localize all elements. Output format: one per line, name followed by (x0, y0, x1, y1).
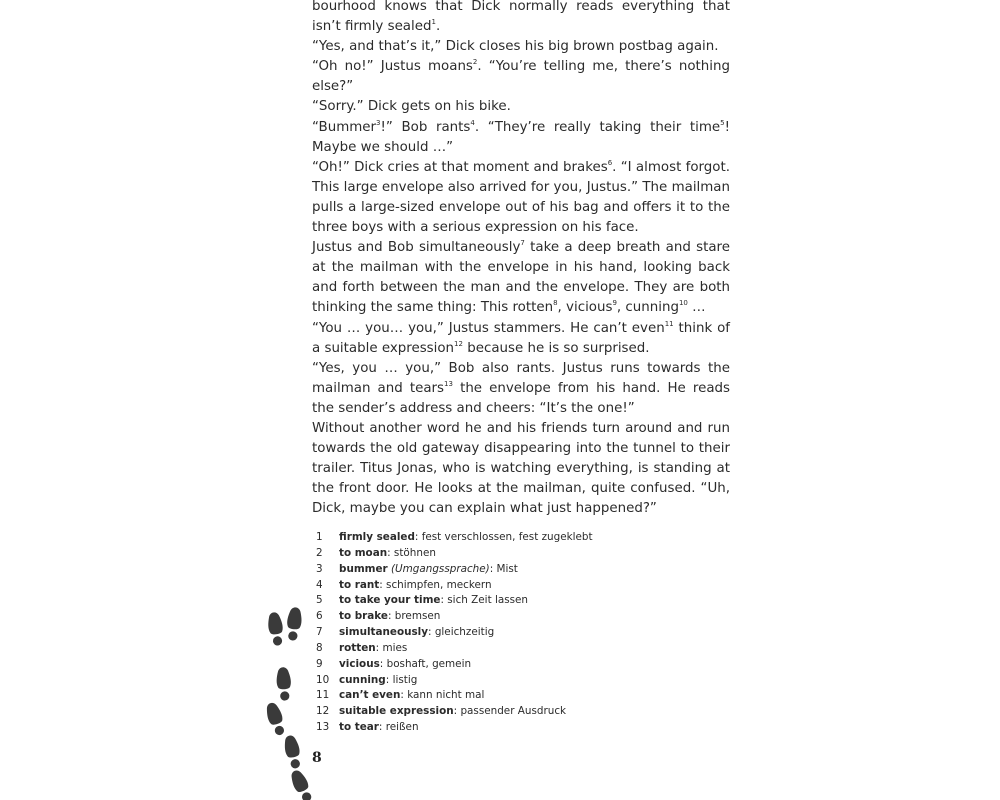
footnote-marker: 9 (612, 299, 617, 308)
vocab-body: to tear: reißen (339, 721, 419, 734)
story-paragraph (312, 97, 730, 117)
story-text-run: Justus and Bob simultaneously (312, 240, 521, 256)
vocab-number: 13 (316, 721, 330, 734)
vocab-number: 12 (316, 705, 330, 718)
vocab-translation: gleichzeitig (434, 626, 495, 639)
story-text-run: “Oh no!” Justus moans (312, 59, 473, 75)
story-text-run: . (435, 19, 441, 35)
vocab-body: bummer (Umgangssprache): Mist (339, 562, 518, 575)
vocab-entry (316, 609, 736, 625)
vocab-body: to brake: bremsen (339, 610, 441, 623)
footnote-marker: 11 (664, 319, 674, 328)
story-text-run: bourhood knows that Dick normally reads everything that isn’t firmly sealed (312, 0, 730, 35)
vocab-entry (316, 641, 736, 657)
vocab-entry (316, 673, 736, 689)
vocab-number: 2 (316, 546, 323, 559)
footnote-marker: 6 (607, 158, 613, 167)
story-text (312, 0, 730, 519)
vocab-translation: schimpfen, meckern (386, 578, 492, 591)
story-paragraph (312, 118, 730, 158)
story-paragraph (312, 0, 730, 37)
story-text-run: take a deep breath and stare at the mailman with the envelope in his hand, looking back and forth between the man and the envelope. They are both thinking the same thing: This rotten (312, 240, 730, 316)
vocab-term: to moan (339, 546, 388, 559)
vocab-translation: boshaft, gemein (386, 657, 472, 670)
story-text-run: think of a suitable expression (312, 320, 730, 356)
vocab-body: vicious: boshaft, gemein (339, 657, 472, 670)
story-text-run: “Yes, you … you,” Bob also rants. Justus runs towards the mailman and tears (312, 360, 730, 396)
vocab-body: suitable expression: passender Ausdruck (339, 705, 567, 718)
vocab-body: to rant: schimpfen, meckern (339, 578, 492, 591)
vocab-entry (316, 562, 736, 578)
story-text-run: “Sorry.” Dick gets on his bike. (312, 99, 511, 115)
footnote-marker: 2 (472, 58, 478, 67)
story-paragraph (312, 238, 730, 318)
vocab-term: to brake (339, 610, 388, 623)
vocab-number: 11 (316, 689, 330, 702)
footnote-marker: 1 (431, 18, 436, 27)
footnote-marker: 8 (553, 299, 558, 308)
story-text-run: !” Bob rants (380, 119, 471, 135)
vocab-translation: passender Ausdruck (460, 705, 567, 718)
footnote-marker: 13 (444, 379, 453, 388)
vocabulary-list (316, 530, 736, 736)
vocab-term: to take your time (339, 594, 441, 607)
vocab-translation: stöhnen (393, 546, 436, 559)
vocab-entry (316, 530, 736, 546)
page-number: 8 (312, 750, 322, 766)
vocab-translation: sich Zeit lassen (447, 594, 529, 607)
vocab-entry (316, 657, 736, 673)
vocab-entry (316, 720, 736, 736)
vocab-entry (316, 578, 736, 594)
vocab-entry (316, 546, 736, 562)
vocab-term: bummer (339, 562, 388, 575)
vocab-translation: listig (392, 673, 418, 686)
vocab-body: firmly sealed: fest verschlossen, fest zugeklebt (339, 531, 593, 543)
vocab-term: firmly sealed (339, 531, 415, 543)
vocab-number: 6 (316, 610, 323, 623)
story-text-run: “Oh!” Dick cries at that moment and brakes (312, 159, 608, 175)
story-text-run: … (687, 300, 706, 316)
footnote-marker: 10 (678, 299, 688, 308)
vocab-term: suitable expression (339, 705, 454, 718)
story-text-run: ! Maybe we should …” (312, 119, 731, 155)
vocab-body: rotten: mies (339, 641, 408, 654)
footnote-marker: 7 (520, 239, 525, 248)
vocab-number: 3 (316, 562, 323, 575)
vocab-translation: kann nicht mal (407, 689, 485, 702)
vocab-term: to rant (339, 578, 380, 591)
vocab-body: can’t even: kann nicht mal (339, 689, 485, 702)
vocab-body: to take your time: sich Zeit lassen (339, 594, 529, 607)
story-text-run: . “I almost forgot. This large envelope also arrived for you, Justus.” The mailman pulls a large-sized envelope out of his bag and offers it to the three boys with a serious expression on his face. (312, 159, 730, 236)
story-text-run: “Yes, and that’s it,” Dick closes his big brown postbag again. (312, 39, 719, 55)
story-paragraph (312, 57, 730, 97)
story-text-run: Without another word he and his friends turn around and run towards the old gateway disappearing into the tunnel to their trailer. Titus Jonas, who is watching everything, is standing at the front door. He looks at the mailman, quite confused. “Uh, Dick, maybe you can explain what just happened?” (312, 420, 730, 517)
vocab-translation: fest verschlossen, fest zugeklebt (421, 531, 593, 543)
vocab-term: rotten (339, 641, 376, 654)
story-text-run: because he is so surprised. (462, 340, 650, 356)
story-text-run: , vicious (557, 300, 613, 316)
footnote-marker: 5 (720, 118, 725, 127)
vocab-entry (316, 625, 736, 641)
footprints-icon (262, 605, 322, 800)
vocab-translation: reißen (385, 721, 419, 734)
vocab-term: simultaneously (339, 626, 429, 639)
vocab-translation: bremsen (394, 610, 441, 623)
footnote-marker: 3 (376, 118, 381, 127)
vocab-body: to moan: stöhnen (339, 546, 436, 559)
vocab-translation: mies (382, 641, 408, 654)
vocab-number: 5 (316, 594, 323, 607)
vocab-translation: Mist (496, 562, 518, 575)
vocab-number: 1 (316, 531, 323, 543)
vocab-number: 10 (316, 673, 330, 686)
vocab-term: to tear (339, 721, 379, 734)
story-text-run: “You … you… you,” Justus stammers. He can’t even (312, 320, 665, 336)
vocab-number: 4 (316, 578, 323, 591)
story-text-run: . “They’re really taking their time (474, 119, 721, 135)
story-paragraph (312, 359, 730, 419)
vocab-number: 8 (316, 641, 323, 654)
footnote-marker: 12 (454, 339, 463, 348)
vocab-entry (316, 704, 736, 720)
story-paragraph (312, 158, 730, 238)
vocab-number: 7 (316, 626, 323, 639)
story-text-run: the envelope from his hand. He reads the sender’s address and cheers: “It’s the one!” (312, 380, 730, 416)
story-text-run: , cunning (616, 300, 679, 316)
vocab-term: can’t even (339, 689, 401, 702)
vocab-number: 9 (316, 657, 323, 670)
vocab-entry (316, 593, 736, 609)
vocab-entry (316, 688, 736, 704)
story-paragraph (312, 37, 730, 57)
vocab-term: vicious (339, 657, 380, 670)
vocab-term: cunning (339, 673, 386, 686)
vocab-body: cunning: listig (339, 673, 418, 686)
story-text-run: . “You’re telling me, there’s nothing else?” (312, 59, 731, 95)
story-paragraph (312, 419, 730, 519)
footnote-marker: 4 (470, 118, 475, 127)
vocab-note: (Umgangssprache) (390, 562, 490, 575)
story-paragraph (312, 319, 730, 359)
story-text-run: “Bummer (312, 119, 377, 135)
vocab-body: simultaneously: gleichzeitig (339, 626, 495, 639)
